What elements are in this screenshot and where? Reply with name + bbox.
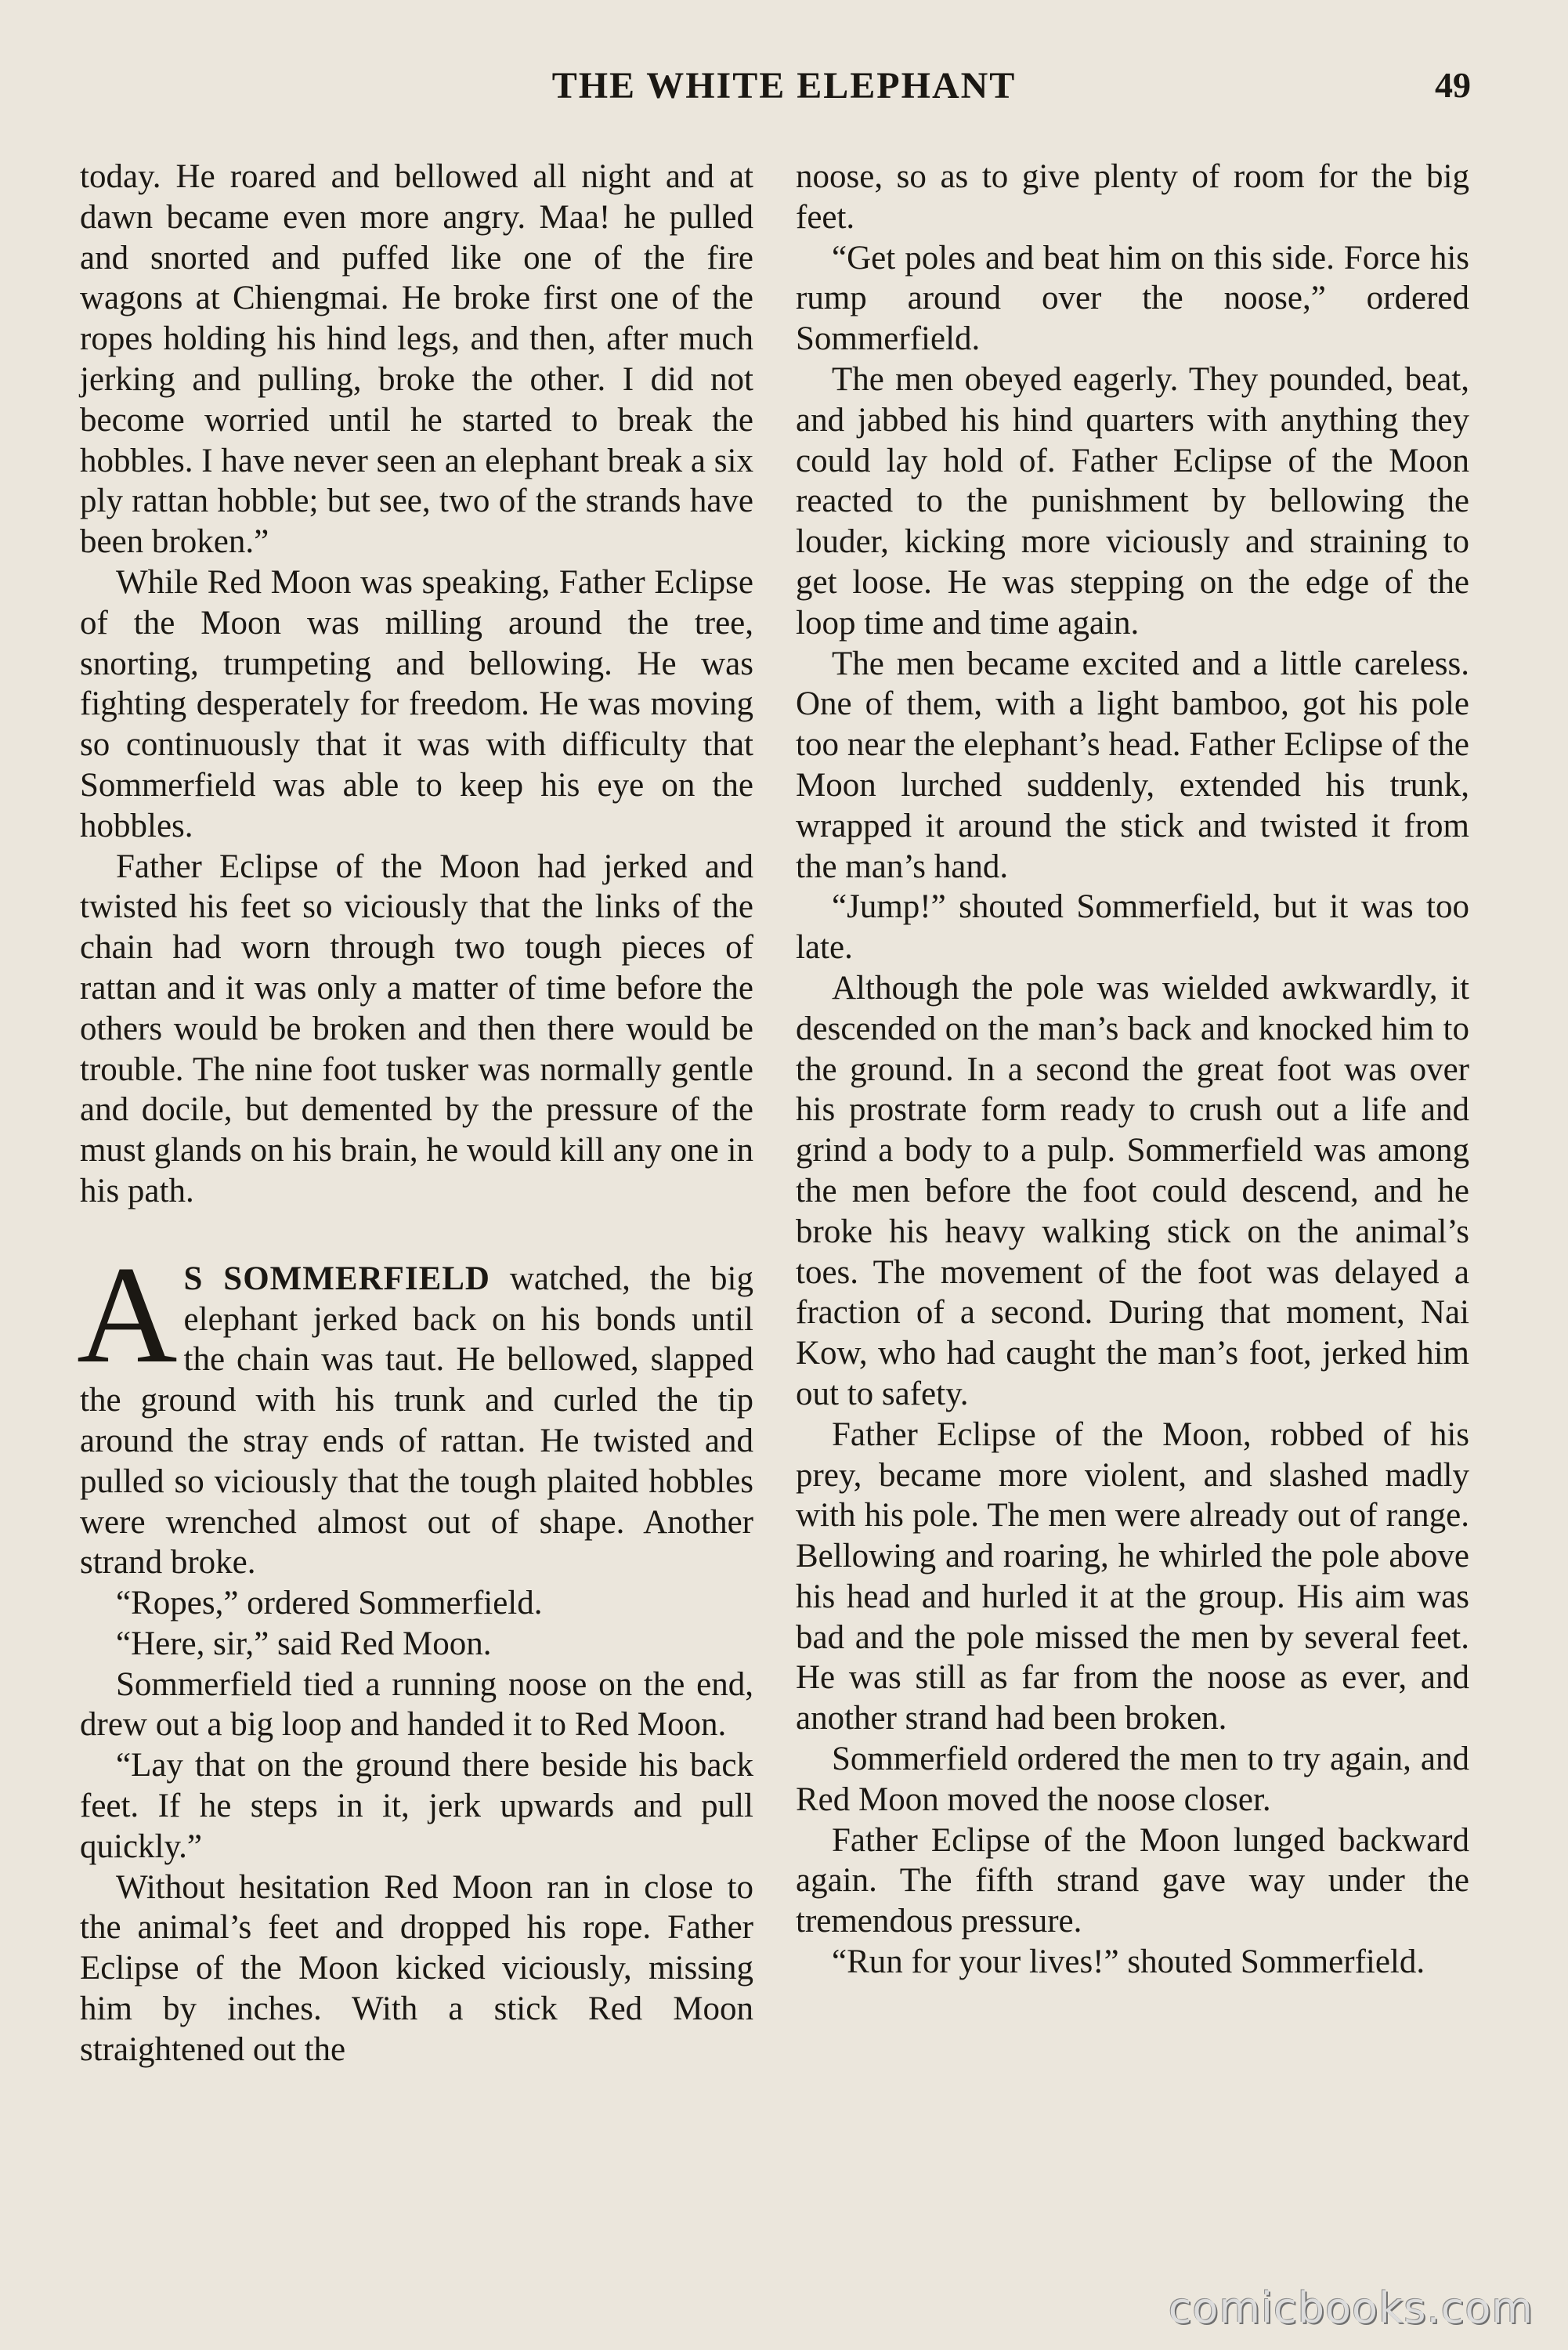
paragraph-dropcap [77, 1236, 753, 1583]
paragraph: “Here, sir,” said Red Moon. [116, 1625, 492, 1662]
page-number: 49 [1435, 65, 1471, 105]
paragraph: Sommerfield ordered the men to try again, and Red Moon moved the noose closer. [796, 1741, 1469, 1818]
section-break [80, 1212, 753, 1259]
paragraph: “Jump!” shouted Sommerfield, but it was too late. [796, 888, 1469, 967]
paragraph: The men became excited and a little careless. One of them, with a light bamboo, got his pole too near the elephant’s head. Father Eclipse of the Moon lurched suddenly, extended his trunk, wrapped it around the stick and twisted it from the man’s hand. [796, 645, 1469, 885]
watermark-logo: comicbooks.com [1168, 2283, 1534, 2333]
paragraph-text: watched, the big elephant jerked back on his bonds until the chain was taut. He bellowed, slapped the ground with his trunk and curled the tip around the stray ends of rattan. He twisted and pulled so viciously that the tough plaited hobbles were wrenched almost out of shape. Another strand broke. [80, 1260, 753, 1582]
paragraph: The men obeyed eagerly. They pounded, beat, and jabbed his hind quarters with anything they could lay hold of. Father Eclipse of the Moon reacted to the punishment by bellowing the louder, kicking more viciously and straining to get loose. He was stepping on the edge of the loop time and time again. [796, 360, 1469, 642]
running-title: THE WHITE ELEPHANT [551, 65, 1017, 107]
paragraph: Father Eclipse of the Moon, robbed of his prey, became more violent, and slashed madly with his pole. The men were already out of range. Bellowing and roaring, he whirled the pole above his head and hurled it at the group. His aim was bad and the pole missed the men by several feet. He was still as far from the noose as ever, and another strand had been broken. [796, 1415, 1469, 1737]
paragraph: Sommerfield tied a running noose on the end, drew out a big loop and handed it to Red Moon. [80, 1665, 753, 1744]
drop-cap-letter: A [77, 1236, 178, 1392]
lead-in-smallcaps: S SOMMERFIELD [183, 1260, 490, 1297]
paragraph: Father Eclipse of the Moon lunged backward again. The fifth strand gave way under the tremendous pressure. [796, 1821, 1469, 1940]
right-column [796, 157, 1469, 1983]
paragraph: Father Eclipse of the Moon had jerked and twisted his feet so viciously that the links of the chain had worn through two tough pieces of rattan and it was only a matter of time before the others would be broken and then there would be trouble. The nine foot tusker was normally gentle and docile, but demented by the pressure of the must glands on his brain, he would kill any one in his path. [80, 848, 753, 1209]
paragraph: Without hesitation Red Moon ran in close to the animal’s feet and dropped his rope. Father Eclipse of the Moon kicked viciously, missing him by inches. With a stick Red Moon straightened out the [80, 1868, 753, 2068]
paragraph: “Run for your lives!” shouted Sommerfield. [832, 1943, 1425, 1981]
paragraph: “Ropes,” ordered Sommerfield. [116, 1585, 543, 1622]
paragraph: noose, so as to give plenty of room for the big feet. [796, 158, 1469, 236]
paragraph: today. He roared and bellowed all night and at dawn became even more angry. Maa! he pulled and snorted and puffed like one of the fire wagons at Chiengmai. He broke first one of the ropes holding his hind legs, and then, after much jerking and pulling, broke the other. I did not become worried until he started to break the hobbles. I have never seen an elephant break a six ply rattan hobble; but see, two of the strands have been broken.” [80, 158, 753, 561]
paragraph: “Get poles and beat him on this side. Force his rump around over the noose,” ordered Sommerfield. [796, 239, 1469, 358]
paragraph: Although the pole was wielded awkwardly, it descended on the man’s back and knocked him to the ground. In a second the great foot was over his prostrate form ready to crush out a life and grind a body to a pulp. Sommerfield was among the men before the foot could descend, and he broke his heavy walking stick on the animal’s toes. The movement of the foot was delayed a fraction of a second. During that moment, Nai Kow, who had caught the man’s foot, jerked him out to safety. [796, 969, 1469, 1412]
left-column [77, 157, 753, 2070]
paragraph: While Red Moon was speaking, Father Eclipse of the Moon was milling around the tree, snorting, trumpeting and bellowing. He was fighting desperately for freedom. He was moving so continuously that it was with difficulty that Sommerfield was able to keep his eye on the hobbles. [80, 563, 753, 844]
paragraph: “Lay that on the ground there beside his back feet. If he steps in it, jerk upwards and pull quickly.” [80, 1747, 753, 1865]
